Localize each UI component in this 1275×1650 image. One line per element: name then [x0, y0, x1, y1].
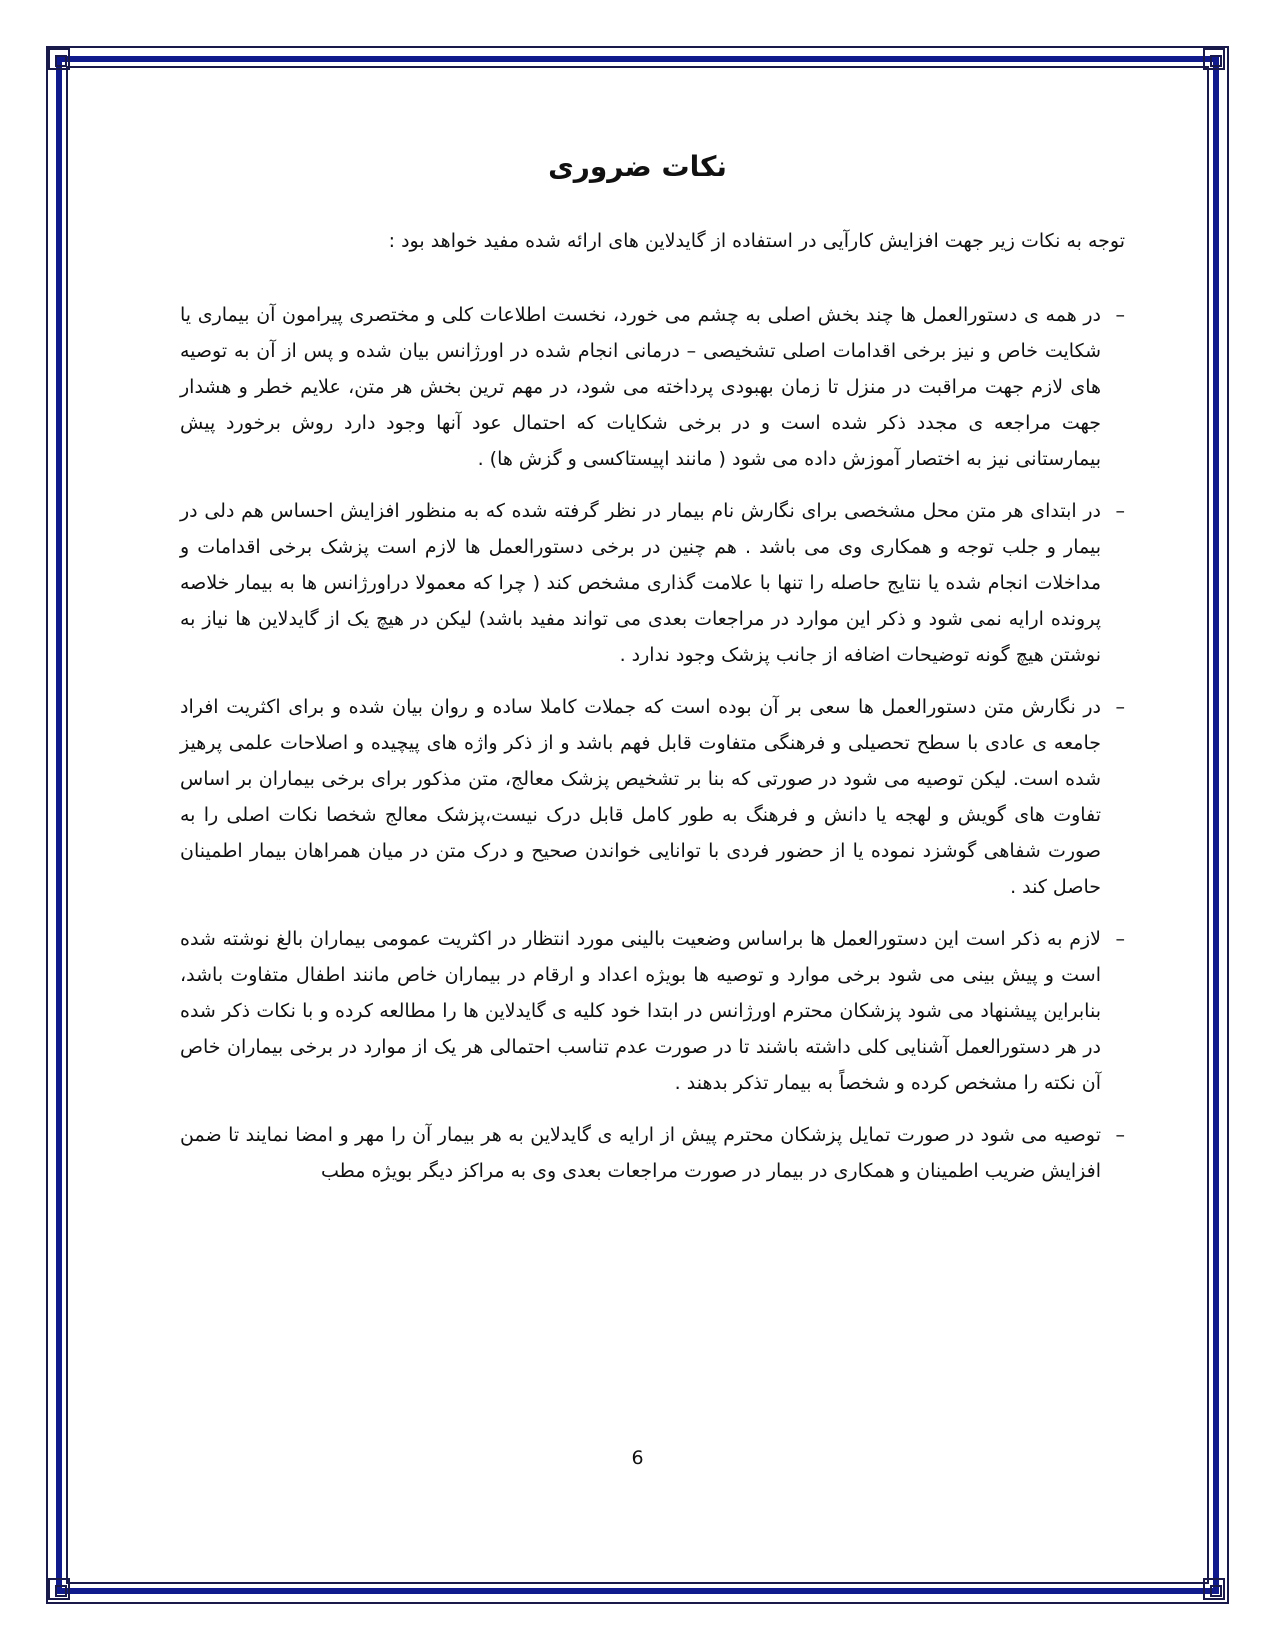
notes-list: [150, 297, 1125, 1189]
corner-ornament-bottom-left: [48, 1578, 70, 1600]
page-content: [150, 150, 1125, 1205]
corner-ornament-top-left: [48, 48, 70, 70]
list-item: [150, 689, 1125, 905]
intro-paragraph: توجه به نکات زیر جهت افزایش کارآیی در استفاده از گایدلاین های ارائه شده مفید خواهد بود :: [388, 230, 1125, 252]
list-item-text: در ابتدای هر متن محل مشخصی برای نگارش نام بیمار در نظر گرفته شده که به منظور افزایش احساس هم دلی در بیمار و جلب توجه و همکاری وی می باشد . هم چنین در برخی دستورالعمل ها لازم است پزشک برخی اقدامات و مداخلات انجام شده یا نتایج حاصله را تنها با علامت گذاری مشخص کند ( چرا که معمولا دراورژانس ها به بیمار خلاصه پرونده ارایه نمی شود و ذکر این موارد در مراجعات بعدی می تواند مفید باشد) لیکن در هیچ یک از گایدلاین ها نیاز به نوشتن هیچ گونه توضیحات اضافه از جانب پزشک وجود ندارد .: [180, 500, 1101, 666]
corner-ornament-bottom-right: [1203, 1578, 1225, 1600]
bullet-dash: –: [1115, 928, 1125, 950]
corner-ornament-top-right: [1203, 48, 1225, 70]
bullet-dash: –: [1115, 1124, 1125, 1146]
page-number: 6: [631, 1447, 644, 1469]
list-item-text: لازم به ذکر است این دستورالعمل ها براساس وضعیت بالینی مورد انتظار در اکثریت عمومی بیماران بالغ نوشته شده است و پیش بینی می شود برخی موارد و توصیه ها بویژه اعداد و ارقام در بیماران خاص مانند اطفال متفاوت باشد، بنابراین پیشنهاد می شود پزشکان محترم اورژانس در ابتدا خود کلیه ی گایدلاین ها را مطالعه کرده و با نکات ذکر شده در هر دستورالعمل آشنایی کلی داشته باشند تا در صورت عدم تناسب احتمالی هر یک از موارد در برخی بیماران خاص آن نکته را مشخص کرده و شخصاً به بیمار تذکر بدهند .: [180, 928, 1101, 1094]
list-item-text: در نگارش متن دستورالعمل ها سعی بر آن بوده است که جملات کاملا ساده و روان بیان شده و برای اکثریت افراد جامعه ی عادی با سطح تحصیلی و فرهنگی متفاوت قابل فهم باشد و از ذکر واژه های پیچیده و اصلاحات علمی پرهیز شده است. لیکن توصیه می شود در صورتی که بنا بر تشخیص پزشک معالج، متن مذکور برای برخی بیماران بر اساس تفاوت های گویش و لهجه یا دانش و فرهنگ به طور کامل قابل درک نیست،پزشک معالج شخصا نکات اصلی را به صورت شفاهی گوشزد نموده یا از حضور فردی با توانایی خواندن صحیح و درک متن در میان همراهان بیمار اطمینان حاصل کند .: [180, 696, 1101, 898]
bullet-dash: –: [1115, 696, 1125, 718]
bullet-dash: –: [1115, 304, 1125, 326]
bullet-dash: –: [1115, 500, 1125, 522]
page-title: نکات ضروری: [548, 150, 727, 183]
list-item: [150, 297, 1125, 477]
list-item: [150, 493, 1125, 673]
list-item-text: در همه ی دستورالعمل ها چند بخش اصلی به چشم می خورد، نخست اطلاعات کلی و مختصری پیرامون آن بیماری یا شکایت خاص و نیز برخی اقدامات اصلی تشخیصی – درمانی انجام شده در اورژانس بیان شده و پس از آن به توصیه های لازم جهت مراقبت در منزل تا زمان بهبودی پرداخته می شود، در مهم ترین بخش هر متن، علایم خطر و هشدار جهت مراجعه ی مجدد ذکر شده است و در برخی شکایات که احتمال عود آنها وجود دارد روش برخورد پیش بیمارستانی نیز به اختصار آموزش داده می شود ( مانند اپیستاکسی و گزش ها) .: [180, 304, 1101, 470]
list-item: [150, 1117, 1125, 1189]
list-item-text: توصیه می شود در صورت تمایل پزشکان محترم پیش از ارایه ی گایدلاین به هر بیمار آن را مهر و امضا نمایند تا ضمن افزایش ضریب اطمینان و همکاری در بیمار در صورت مراجعات بعدی وی به مراکز دیگر بویژه مطب: [180, 1124, 1101, 1182]
list-item: [150, 921, 1125, 1101]
